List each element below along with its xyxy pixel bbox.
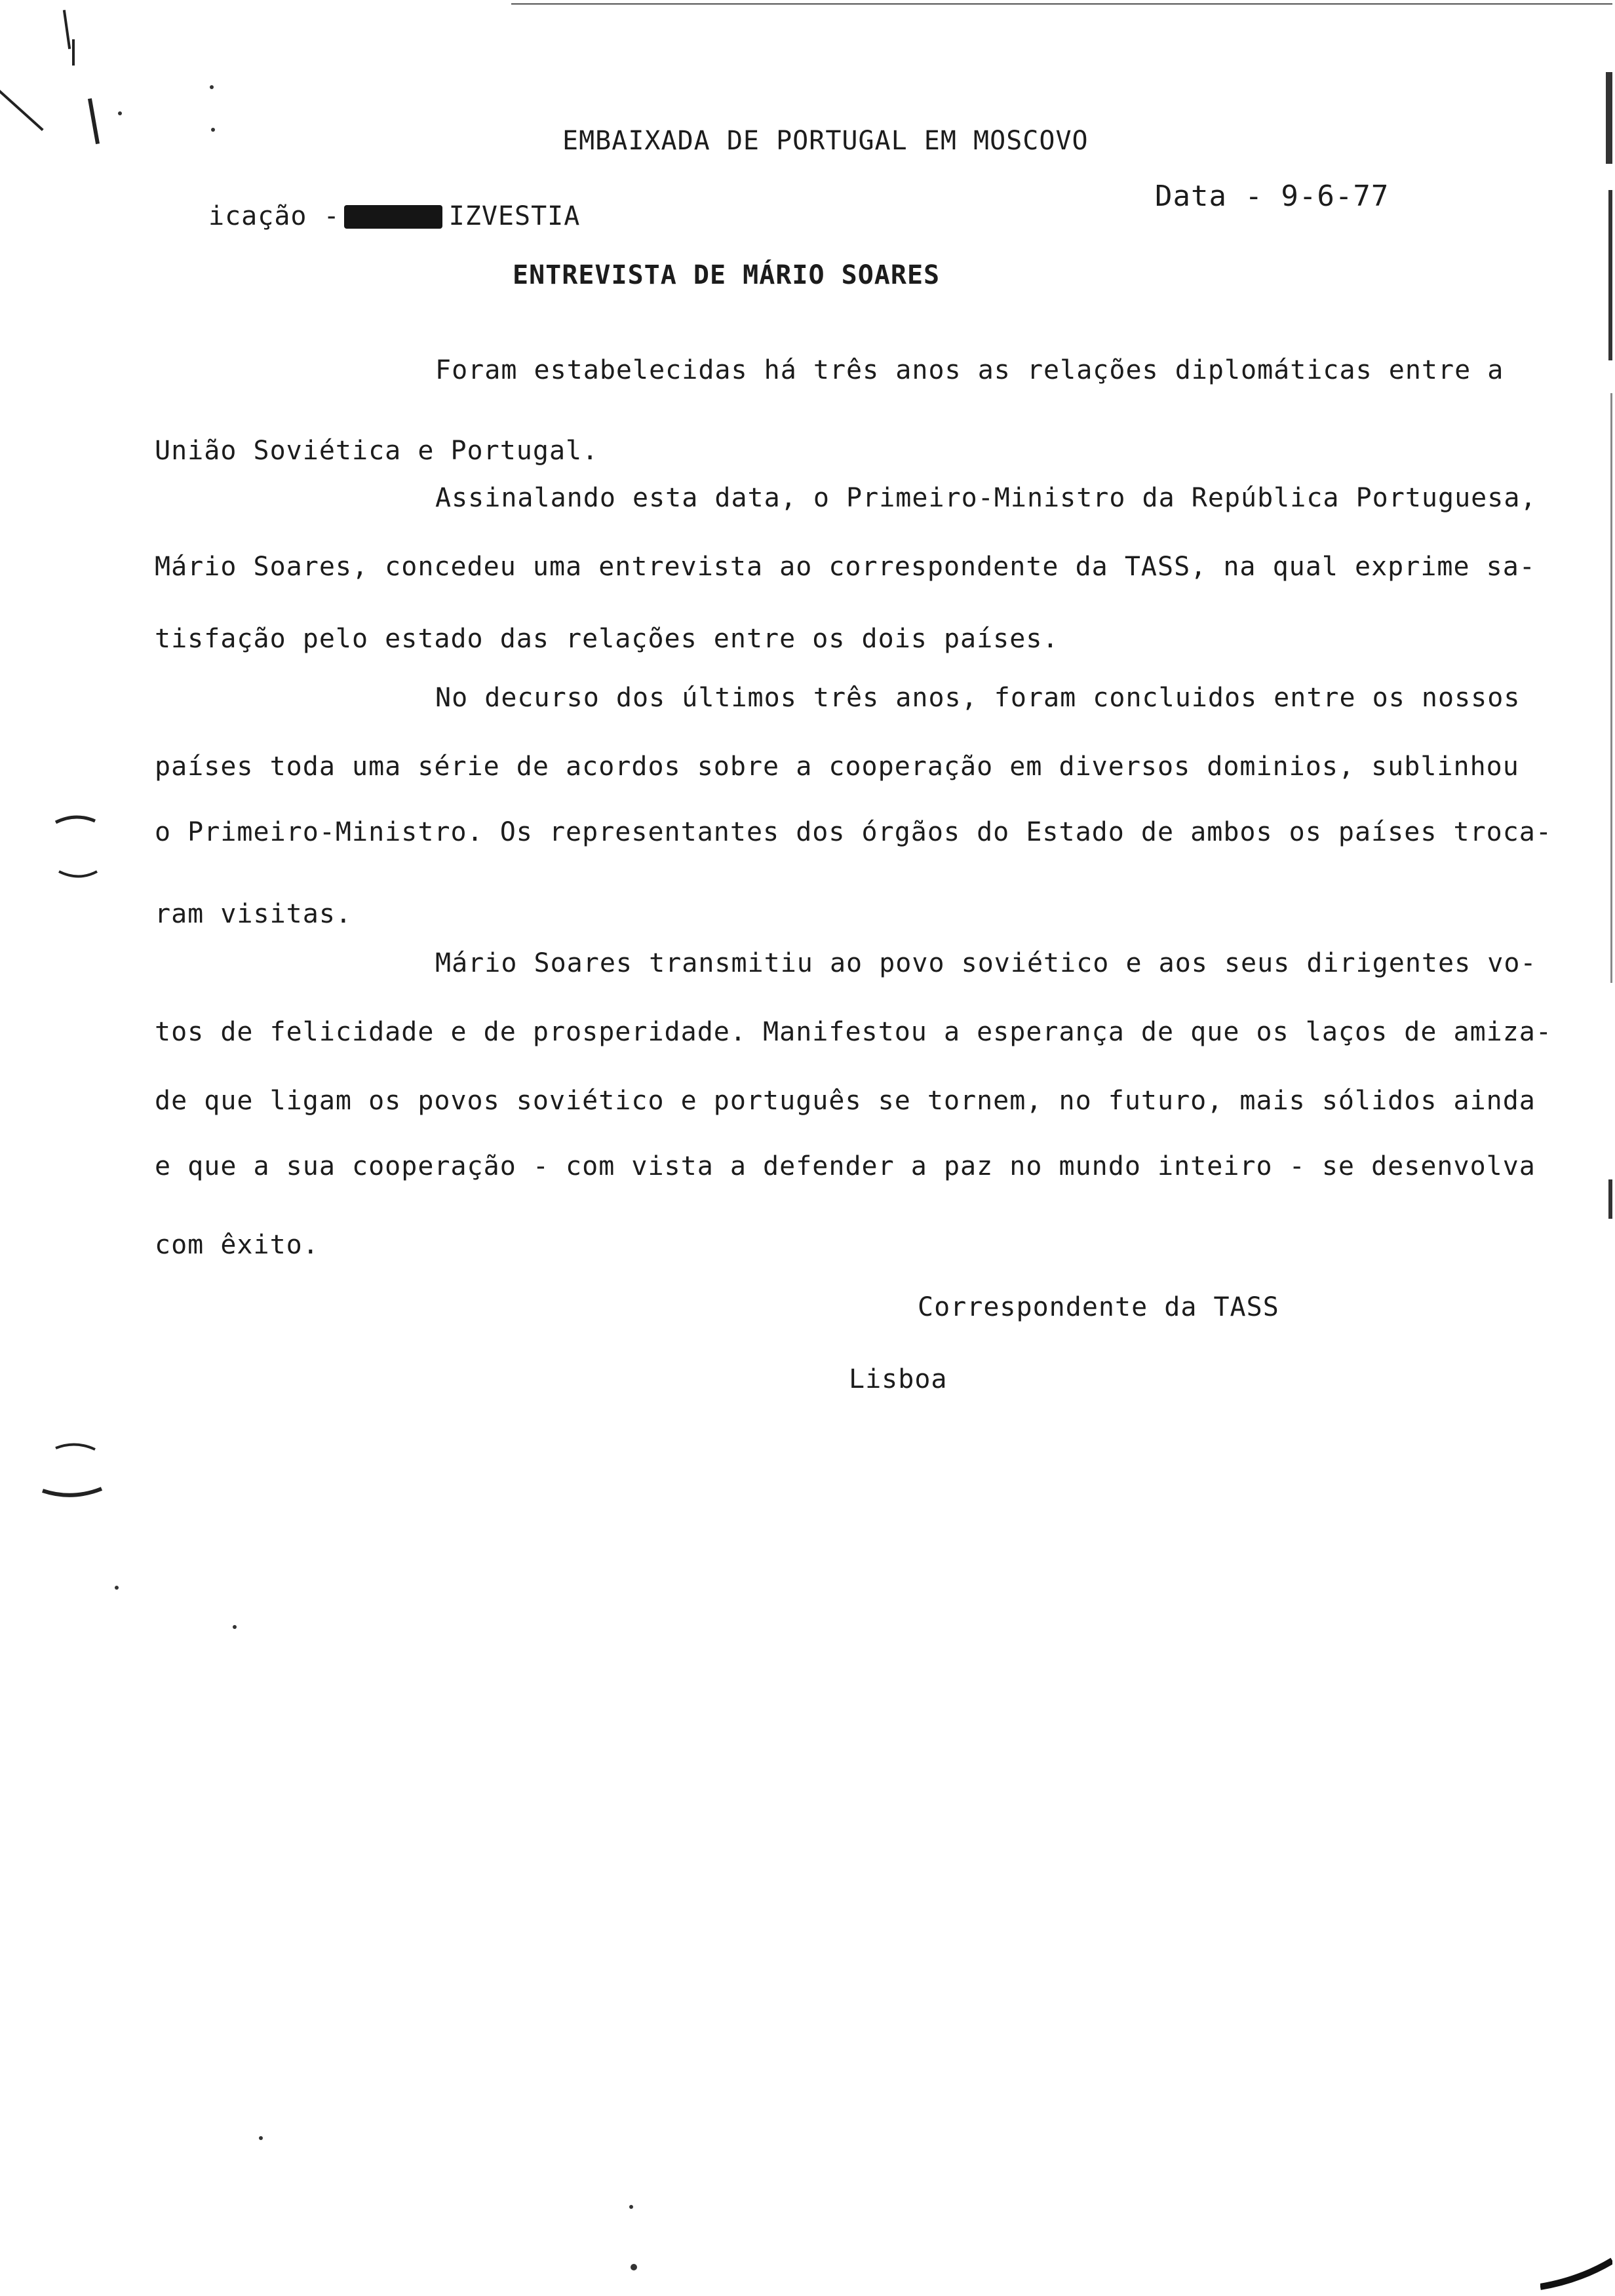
redaction-mark [344,205,442,229]
body-line: Mário Soares transmitiu ao povo soviético e aos seus dirigentes vo- [435,948,1537,978]
scan-edge [1610,393,1612,983]
scan-speck [115,1586,119,1590]
scan-top-line [511,3,1612,5]
scan-smudge [88,98,100,144]
scan-edge [1608,190,1612,360]
body-line: países toda uma série de acordos sobre a cooperação em diversos dominios, sublinhou [155,752,1519,782]
body-line: ram visitas. [155,899,352,929]
scan-smudge [0,72,44,131]
punch-hole-mark [46,809,105,888]
publication-prefix: icação - [208,201,340,231]
body-line: o Primeiro-Ministro. Os representantes dos órgãos do Estado de ambos os países troca- [155,817,1552,847]
publication-name: IZVESTIA [448,201,581,231]
body-line: tisfação pelo estado das relações entre os dois países. [155,624,1059,654]
scan-edge [1608,1179,1612,1219]
body-line: com êxito. [155,1230,319,1260]
body-line: Foram estabelecidas há três anos as relações diplomáticas entre a [435,355,1504,385]
body-line: No decurso dos últimos três anos, foram concluidos entre os nossos [435,683,1521,713]
body-line: União Soviética e Portugal. [155,436,599,466]
scan-speck [631,2264,637,2270]
scan-speck [259,2136,263,2140]
body-line: Assinalando esta data, o Primeiro-Ministro da República Portuguesa, [435,483,1537,513]
embassy-header: EMBAIXADA DE PORTUGAL EM MOSCOVO [562,126,1089,156]
signature-city: Lisboa [849,1364,948,1394]
scan-edge [1606,72,1612,164]
signature-correspondent: Correspondente da TASS [918,1292,1279,1322]
body-line: e que a sua cooperação - com vista a defender a paz no mundo inteiro - se desenvolva [155,1151,1536,1181]
publication-line [208,203,580,229]
document-date: Data - 9-6-77 [1155,180,1390,213]
scan-speck [118,111,122,115]
scan-speck [210,85,214,89]
scan-smudge [72,39,75,66]
scan-speck [211,128,215,132]
body-line: Mário Soares, concedeu uma entrevista ao correspondente da TASS, na qual exprime sa- [155,552,1536,582]
document-title: ENTREVISTA DE MÁRIO SOARES [513,260,941,290]
scan-speck [629,2205,633,2209]
body-line: tos de felicidade e de prosperidade. Manifestou a esperança de que os laços de amiza- [155,1017,1552,1047]
punch-hole-mark [36,1435,108,1507]
scan-smudge [63,10,71,49]
body-line: de que ligam os povos soviético e português se tornem, no futuro, mais sólidos ainda [155,1086,1536,1116]
scan-speck [233,1625,237,1629]
scan-corner-smudge [1540,2241,1612,2293]
